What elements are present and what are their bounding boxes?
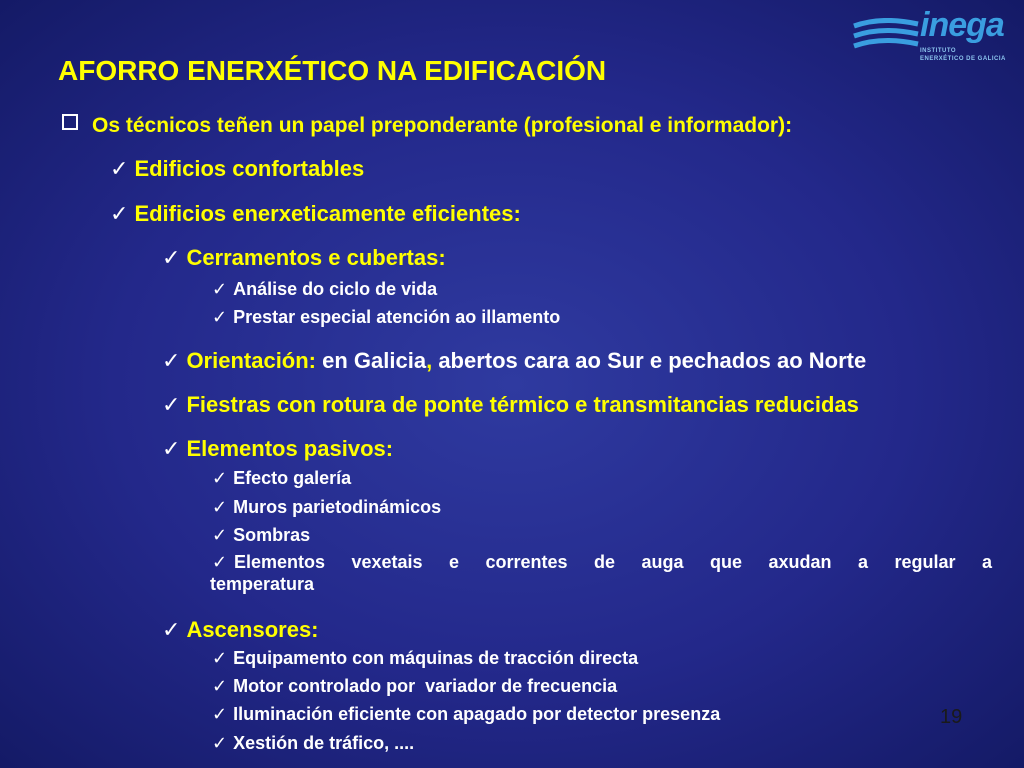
sub-item-label: Sombras <box>233 525 311 545</box>
logo-subtitle-1: INSTITUTO <box>920 48 957 54</box>
item-fiestras-label: Fiestras con rotura de ponte térmico e transmitancias reducidas <box>186 392 859 417</box>
item-cerramentos-label: Cerramentos e cubertas: <box>186 245 446 270</box>
item-cerramentos <box>162 245 446 271</box>
sub-item <box>212 733 414 754</box>
intro-text: Os técnicos teñen un papel preponderante (profesional e informador): <box>92 114 793 137</box>
inega-logo <box>852 6 1012 65</box>
sub-item-label: Análise do ciclo de vida <box>233 279 438 299</box>
check-icon: ✓ <box>212 552 228 572</box>
sub-item-long-line1: Elementos vexetais e correntes de auga que axudan a regular a <box>234 552 992 572</box>
sub-item <box>212 704 720 725</box>
orientacion-label: Orientación: <box>186 348 317 373</box>
sub-item-label: Equipamento con máquinas de tracción directa <box>233 648 639 668</box>
item-orientacion <box>162 348 866 374</box>
check-icon: ✓ <box>110 156 129 181</box>
sub-item <box>212 279 437 300</box>
sub-item-label: Iluminación eficiente con apagado por detector presenza <box>233 704 721 724</box>
checkbox-bullet-icon <box>62 114 78 130</box>
item-ascensores <box>162 617 319 643</box>
item-confortables-label: Edificios confortables <box>134 156 365 181</box>
sub-item-long-line2: temperatura <box>210 574 315 594</box>
check-icon: ✓ <box>212 525 228 545</box>
orientacion-text-1: en Galicia <box>316 348 427 373</box>
logo-subtitle-2: ENERXÉTICO DE GALICIA <box>920 56 1006 62</box>
item-eficientes <box>110 201 521 227</box>
sub-item-label: Motor controlado por variador de frecuencia <box>233 676 618 696</box>
sub-item <box>212 676 617 697</box>
intro-bullet <box>62 114 792 138</box>
check-icon: ✓ <box>212 307 228 327</box>
item-confortables <box>110 156 364 182</box>
check-icon: ✓ <box>212 676 228 696</box>
orientacion-comma: , <box>426 348 433 373</box>
sub-item <box>212 497 441 518</box>
check-icon: ✓ <box>162 392 181 417</box>
sub-item <box>212 648 638 669</box>
sub-item <box>212 307 560 328</box>
item-fiestras <box>162 392 859 418</box>
check-icon: ✓ <box>162 617 181 642</box>
sub-item-label: Muros parietodinámicos <box>233 497 442 517</box>
sub-item-long <box>212 552 992 573</box>
sub-item <box>212 525 310 546</box>
check-icon: ✓ <box>212 648 228 668</box>
check-icon: ✓ <box>162 436 181 461</box>
check-icon: ✓ <box>162 245 181 270</box>
wave-icon <box>852 18 922 58</box>
item-eficientes-label: Edificios enerxeticamente eficientes: <box>134 201 521 226</box>
sub-item-label: Efecto galería <box>233 468 352 488</box>
sub-item-label: Xestión de tráfico, .... <box>233 733 415 753</box>
page-number: 19 <box>940 706 963 728</box>
sub-item-label: Prestar especial atención ao illamento <box>233 307 561 327</box>
slide-title: AFORRO ENERXÉTICO NA EDIFICACIÓN <box>58 55 607 86</box>
check-icon: ✓ <box>212 704 228 724</box>
check-icon: ✓ <box>110 201 129 226</box>
check-icon: ✓ <box>212 279 228 299</box>
check-icon: ✓ <box>212 497 228 517</box>
logo-wordmark: inega <box>920 6 1004 44</box>
item-pasivos <box>162 436 393 462</box>
item-ascensores-label: Ascensores: <box>186 617 319 642</box>
check-icon: ✓ <box>162 348 181 373</box>
orientacion-text-2: abertos cara ao Sur e pechados ao Norte <box>432 348 867 373</box>
item-pasivos-label: Elementos pasivos: <box>186 436 394 461</box>
check-icon: ✓ <box>212 468 228 488</box>
sub-item <box>212 468 351 489</box>
check-icon: ✓ <box>212 733 228 753</box>
